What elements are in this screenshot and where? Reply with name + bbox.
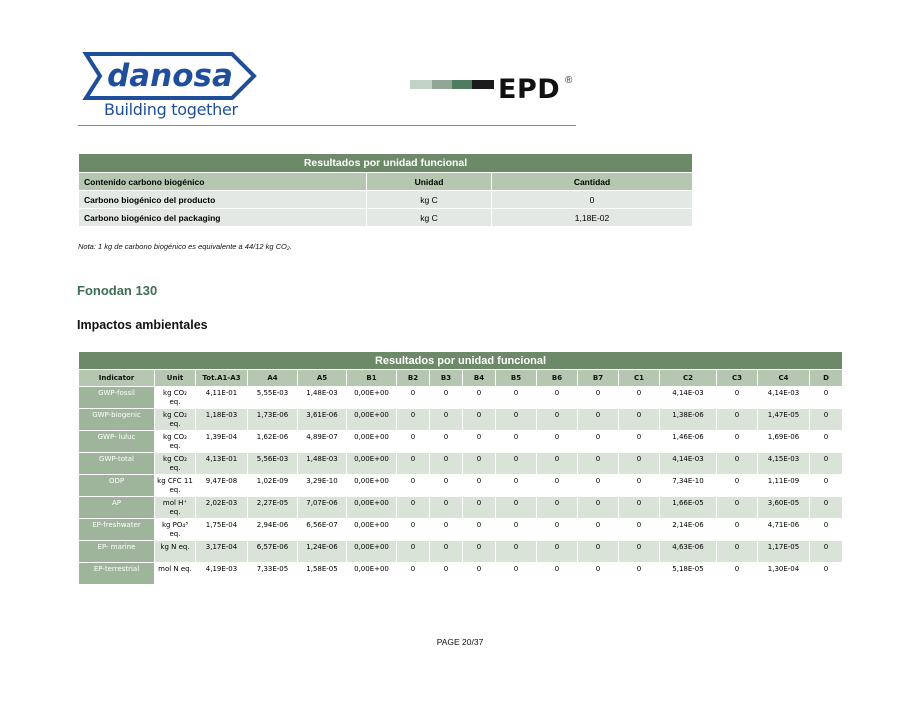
value-cell: 1,39E-04 bbox=[196, 431, 248, 453]
value-cell: 0 bbox=[537, 453, 578, 475]
value-cell: 0 bbox=[810, 387, 843, 409]
table-body bbox=[79, 387, 843, 585]
value-cell: 6,57E-06 bbox=[248, 541, 298, 563]
value-cell: 0 bbox=[463, 431, 496, 453]
column-header: C3 bbox=[717, 370, 758, 387]
value-cell: 1,58E-05 bbox=[298, 563, 347, 585]
value-cell: 0 bbox=[430, 431, 463, 453]
table-row bbox=[79, 387, 843, 409]
indicator-cell: GWP- luluc bbox=[79, 431, 155, 453]
value-cell: 7,07E-06 bbox=[298, 497, 347, 519]
value-cell: 0 bbox=[496, 497, 537, 519]
value-cell: 0,00E+00 bbox=[347, 475, 397, 497]
column-header: B2 bbox=[397, 370, 430, 387]
value-cell: 0 bbox=[397, 409, 430, 431]
column-header: Contenido carbono biogénico bbox=[79, 173, 367, 191]
header-divider bbox=[78, 125, 576, 126]
value-cell: 0 bbox=[717, 519, 758, 541]
value-cell: 0 bbox=[717, 563, 758, 585]
value-cell: 3,61E-06 bbox=[298, 409, 347, 431]
value-cell: 0 bbox=[537, 563, 578, 585]
value-cell: 4,14E-03 bbox=[758, 387, 810, 409]
value-cell: 1,62E-06 bbox=[248, 431, 298, 453]
value-cell: 1,48E-03 bbox=[298, 453, 347, 475]
value-cell: 0,00E+00 bbox=[347, 563, 397, 585]
value-cell: 0 bbox=[537, 475, 578, 497]
epd-bar-2 bbox=[432, 80, 452, 89]
value-cell: 4,71E-06 bbox=[758, 519, 810, 541]
value-cell: 0 bbox=[578, 409, 619, 431]
value-cell: 0,00E+00 bbox=[347, 387, 397, 409]
table-header-row bbox=[79, 173, 693, 191]
indicator-cell: GWP-biogenic bbox=[79, 409, 155, 431]
unit-cell: kg CO₂ eq. bbox=[155, 409, 196, 431]
value-cell: 2,14E-06 bbox=[660, 519, 717, 541]
value-cell: 4,14E-03 bbox=[660, 387, 717, 409]
unit-cell: kg CO₂ eq. bbox=[155, 431, 196, 453]
value-cell: 0 bbox=[717, 497, 758, 519]
biogenic-carbon-table bbox=[78, 153, 693, 227]
value-cell: 0 bbox=[430, 541, 463, 563]
value-cell: 1,66E-05 bbox=[660, 497, 717, 519]
value-cell: 0 bbox=[496, 387, 537, 409]
logo-tagline: Building together bbox=[104, 100, 238, 119]
value-cell: 0 bbox=[717, 453, 758, 475]
value-cell: 0 bbox=[578, 541, 619, 563]
unit-cell: mol N eq. bbox=[155, 563, 196, 585]
value-cell: 0,00E+00 bbox=[347, 497, 397, 519]
row-label: Carbono biogénico del producto bbox=[79, 191, 367, 209]
value-cell: 0 bbox=[430, 497, 463, 519]
value-cell: 0 bbox=[537, 541, 578, 563]
row-unit: kg C bbox=[367, 191, 492, 209]
value-cell: 1,73E-06 bbox=[248, 409, 298, 431]
column-header: B6 bbox=[537, 370, 578, 387]
value-cell: 0 bbox=[430, 563, 463, 585]
value-cell: 1,18E-03 bbox=[196, 409, 248, 431]
value-cell: 2,02E-03 bbox=[196, 497, 248, 519]
registered-mark: ® bbox=[565, 75, 573, 86]
table-row bbox=[79, 191, 693, 209]
value-cell: 0,00E+00 bbox=[347, 519, 397, 541]
value-cell: 3,17E-04 bbox=[196, 541, 248, 563]
value-cell: 0 bbox=[430, 453, 463, 475]
indicator-cell: ODP bbox=[79, 475, 155, 497]
column-header: A4 bbox=[248, 370, 298, 387]
value-cell: 0 bbox=[619, 409, 660, 431]
value-cell: 4,15E-03 bbox=[758, 453, 810, 475]
value-cell: 0 bbox=[619, 563, 660, 585]
epd-logo bbox=[410, 72, 580, 106]
table-row bbox=[79, 497, 843, 519]
value-cell: 6,56E-07 bbox=[298, 519, 347, 541]
value-cell: 0 bbox=[463, 541, 496, 563]
column-header: Cantidad bbox=[492, 173, 693, 191]
value-cell: 1,30E-04 bbox=[758, 563, 810, 585]
value-cell: 4,19E-03 bbox=[196, 563, 248, 585]
indicator-cell: GWP-fossil bbox=[79, 387, 155, 409]
value-cell: 4,14E-03 bbox=[660, 453, 717, 475]
value-cell: 0 bbox=[619, 541, 660, 563]
value-cell: 0 bbox=[717, 409, 758, 431]
value-cell: 4,13E-01 bbox=[196, 453, 248, 475]
unit-cell: kg CO₂ eq. bbox=[155, 453, 196, 475]
value-cell: 0 bbox=[397, 519, 430, 541]
value-cell: 0 bbox=[496, 541, 537, 563]
value-cell: 5,55E-03 bbox=[248, 387, 298, 409]
indicator-cell: EP- marine bbox=[79, 541, 155, 563]
value-cell: 1,48E-03 bbox=[298, 387, 347, 409]
value-cell: 0,00E+00 bbox=[347, 431, 397, 453]
value-cell: 0 bbox=[430, 475, 463, 497]
value-cell: 0 bbox=[619, 497, 660, 519]
table-row bbox=[79, 431, 843, 453]
value-cell: 0 bbox=[463, 475, 496, 497]
value-cell: 0 bbox=[810, 519, 843, 541]
value-cell: 0 bbox=[717, 387, 758, 409]
row-value: 0 bbox=[492, 191, 693, 209]
column-header: C1 bbox=[619, 370, 660, 387]
value-cell: 0 bbox=[397, 563, 430, 585]
column-header: C4 bbox=[758, 370, 810, 387]
value-cell: 0 bbox=[537, 431, 578, 453]
epd-label: EPD bbox=[498, 74, 561, 105]
epd-bar-1 bbox=[410, 80, 432, 89]
table-row bbox=[79, 409, 843, 431]
table-header-row bbox=[79, 370, 843, 387]
unit-cell: kg N eq. bbox=[155, 541, 196, 563]
unit-cell: mol H⁺ eq. bbox=[155, 497, 196, 519]
value-cell: 0 bbox=[430, 409, 463, 431]
column-header: Unit bbox=[155, 370, 196, 387]
unit-cell: kg CFC 11 eq. bbox=[155, 475, 196, 497]
value-cell: 1,02E-09 bbox=[248, 475, 298, 497]
value-cell: 0 bbox=[578, 387, 619, 409]
indicator-cell: GWP-total bbox=[79, 453, 155, 475]
column-header: B1 bbox=[347, 370, 397, 387]
value-cell: 1,69E-06 bbox=[758, 431, 810, 453]
value-cell: 0 bbox=[578, 563, 619, 585]
value-cell: 0 bbox=[810, 475, 843, 497]
value-cell: 3,29E-10 bbox=[298, 475, 347, 497]
value-cell: 0 bbox=[810, 453, 843, 475]
value-cell: 0 bbox=[430, 387, 463, 409]
indicator-cell: EP-terrestrial bbox=[79, 563, 155, 585]
value-cell: 0 bbox=[463, 519, 496, 541]
product-title: Fonodan 130 bbox=[77, 283, 158, 298]
biogenic-note: Nota: 1 kg de carbono biogénico es equivalente a 44/12 kg CO₂. bbox=[78, 242, 292, 251]
value-cell: 0 bbox=[397, 497, 430, 519]
column-header: Unidad bbox=[367, 173, 492, 191]
value-cell: 0 bbox=[496, 431, 537, 453]
value-cell: 0 bbox=[717, 541, 758, 563]
value-cell: 1,47E-05 bbox=[758, 409, 810, 431]
value-cell: 0 bbox=[430, 519, 463, 541]
value-cell: 0 bbox=[463, 453, 496, 475]
logo-wordmark: danosa bbox=[107, 58, 233, 94]
value-cell: 0 bbox=[578, 431, 619, 453]
value-cell: 1,38E-06 bbox=[660, 409, 717, 431]
value-cell: 9,47E-08 bbox=[196, 475, 248, 497]
value-cell: 4,11E-01 bbox=[196, 387, 248, 409]
value-cell: 0 bbox=[496, 453, 537, 475]
value-cell: 0 bbox=[463, 563, 496, 585]
value-cell: 5,56E-03 bbox=[248, 453, 298, 475]
page-number: PAGE 20/37 bbox=[436, 637, 484, 647]
value-cell: 0 bbox=[717, 431, 758, 453]
value-cell: 0 bbox=[578, 519, 619, 541]
danosa-logo-mark bbox=[82, 52, 257, 102]
table-row bbox=[79, 519, 843, 541]
value-cell: 0 bbox=[537, 519, 578, 541]
value-cell: 0 bbox=[537, 409, 578, 431]
column-header: Tot.A1-A3 bbox=[196, 370, 248, 387]
value-cell: 0 bbox=[810, 431, 843, 453]
column-header: B5 bbox=[496, 370, 537, 387]
section-title: Impactos ambientales bbox=[77, 318, 208, 332]
environmental-impacts-table bbox=[78, 351, 843, 585]
column-header: B4 bbox=[463, 370, 496, 387]
value-cell: 0 bbox=[537, 497, 578, 519]
column-header: D bbox=[810, 370, 843, 387]
value-cell: 2,94E-06 bbox=[248, 519, 298, 541]
value-cell: 0,00E+00 bbox=[347, 453, 397, 475]
value-cell: 0 bbox=[496, 409, 537, 431]
value-cell: 0 bbox=[397, 387, 430, 409]
table-row bbox=[79, 209, 693, 227]
value-cell: 0,00E+00 bbox=[347, 541, 397, 563]
value-cell: 0 bbox=[463, 409, 496, 431]
value-cell: 0 bbox=[578, 497, 619, 519]
value-cell: 0 bbox=[397, 431, 430, 453]
value-cell: 4,63E-06 bbox=[660, 541, 717, 563]
value-cell: 0 bbox=[578, 475, 619, 497]
column-header: Indicator bbox=[79, 370, 155, 387]
value-cell: 0 bbox=[619, 519, 660, 541]
indicator-cell: EP-freshwater bbox=[79, 519, 155, 541]
value-cell: 4,89E-07 bbox=[298, 431, 347, 453]
value-cell: 1,24E-06 bbox=[298, 541, 347, 563]
value-cell: 0 bbox=[810, 541, 843, 563]
unit-cell: kg CO₂ eq. bbox=[155, 387, 196, 409]
value-cell: 0 bbox=[619, 431, 660, 453]
unit-cell: kg PO₄³ eq. bbox=[155, 519, 196, 541]
value-cell: 0 bbox=[619, 387, 660, 409]
value-cell: 1,11E-09 bbox=[758, 475, 810, 497]
value-cell: 1,17E-05 bbox=[758, 541, 810, 563]
value-cell: 0 bbox=[810, 563, 843, 585]
column-header: A5 bbox=[298, 370, 347, 387]
value-cell: 7,34E-10 bbox=[660, 475, 717, 497]
value-cell: 3,60E-05 bbox=[758, 497, 810, 519]
value-cell: 0 bbox=[397, 453, 430, 475]
value-cell: 1,46E-06 bbox=[660, 431, 717, 453]
value-cell: 0 bbox=[397, 541, 430, 563]
value-cell: 0 bbox=[810, 409, 843, 431]
value-cell: 0 bbox=[463, 497, 496, 519]
value-cell: 0 bbox=[496, 563, 537, 585]
column-header: B3 bbox=[430, 370, 463, 387]
column-header: C2 bbox=[660, 370, 717, 387]
value-cell: 0 bbox=[496, 475, 537, 497]
row-unit: kg C bbox=[367, 209, 492, 227]
table-row bbox=[79, 475, 843, 497]
value-cell: 0 bbox=[397, 475, 430, 497]
epd-bar-3 bbox=[452, 80, 472, 89]
value-cell: 0 bbox=[578, 453, 619, 475]
value-cell: 0 bbox=[496, 519, 537, 541]
value-cell: 0,00E+00 bbox=[347, 409, 397, 431]
value-cell: 0 bbox=[537, 387, 578, 409]
value-cell: 5,18E-05 bbox=[660, 563, 717, 585]
value-cell: 0 bbox=[717, 475, 758, 497]
value-cell: 1,75E-04 bbox=[196, 519, 248, 541]
table-title: Resultados por unidad funcional bbox=[79, 154, 693, 173]
value-cell: 0 bbox=[619, 453, 660, 475]
epd-bar-4 bbox=[472, 80, 494, 89]
value-cell: 0 bbox=[810, 497, 843, 519]
row-label: Carbono biogénico del packaging bbox=[79, 209, 367, 227]
table-row bbox=[79, 453, 843, 475]
indicator-cell: AP bbox=[79, 497, 155, 519]
value-cell: 2,27E-05 bbox=[248, 497, 298, 519]
value-cell: 7,33E-05 bbox=[248, 563, 298, 585]
table-row bbox=[79, 541, 843, 563]
row-value: 1,18E-02 bbox=[492, 209, 693, 227]
value-cell: 0 bbox=[463, 387, 496, 409]
value-cell: 0 bbox=[619, 475, 660, 497]
table-title: Resultados por unidad funcional bbox=[79, 352, 843, 370]
column-header: B7 bbox=[578, 370, 619, 387]
table-row bbox=[79, 563, 843, 585]
